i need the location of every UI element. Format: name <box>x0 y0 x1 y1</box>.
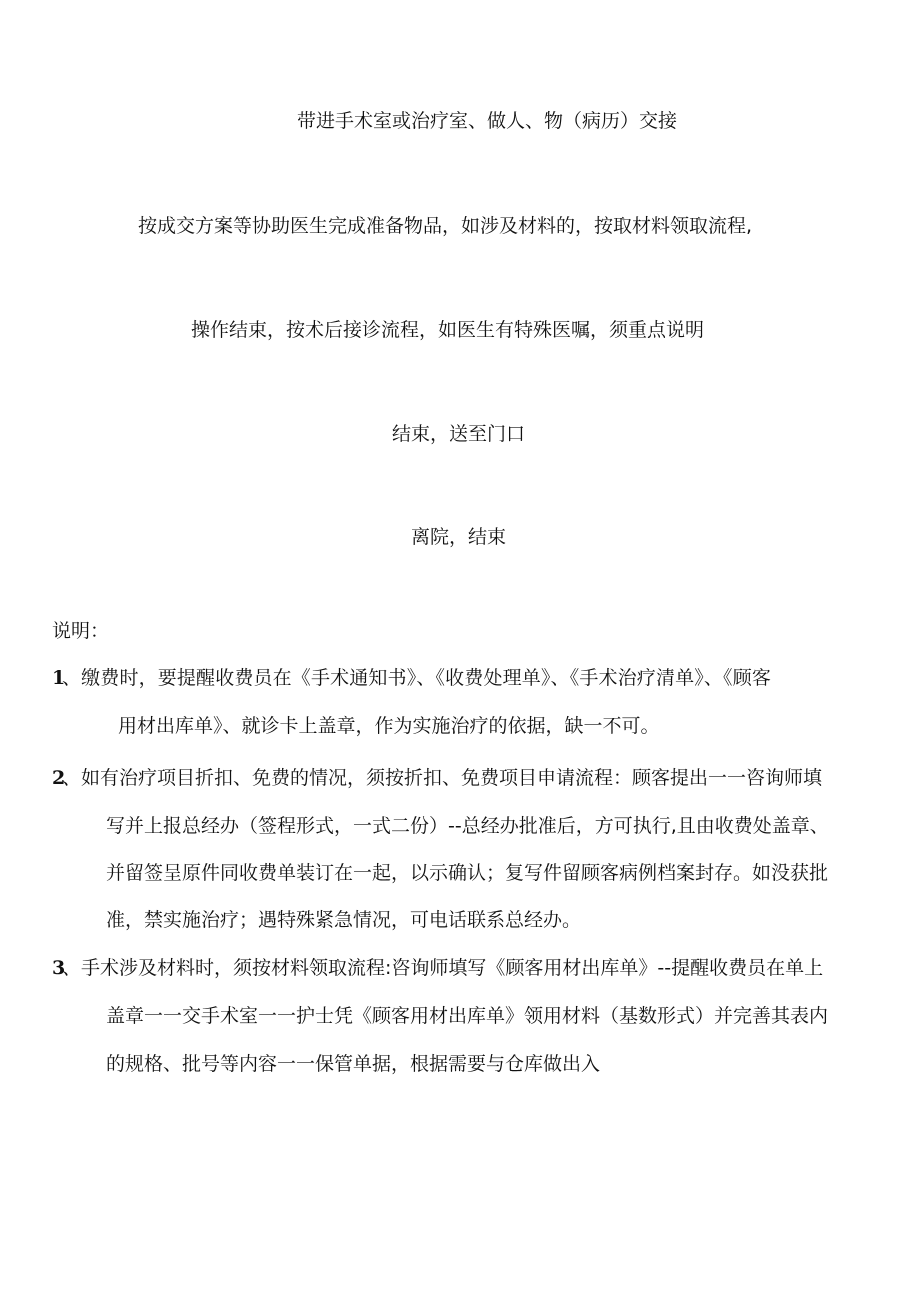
note-number: 3 <box>52 957 66 979</box>
flow-step-prepare: 按成交方案等协助医生完成准备物品，如涉及材料的，按取材料领取流程, <box>138 215 753 237</box>
note-line: 写并上报总经办（签程形式，一式二份）--总经办批准后，方可执行,且由收费处盖章、 <box>106 815 829 837</box>
note-line: 、如有治疗项目折扣、免费的情况，须按折扣、免费项目申请流程：顾客提出一一咨询师填 <box>62 767 823 789</box>
note-line: 用材出库单》、就诊卡上盖章，作为实施治疗的依据，缺一不可。 <box>118 715 660 737</box>
notes-title: 说明： <box>52 620 110 642</box>
note-line: 、缴费时，要提醒收费员在《手术通知书》、《收费处理单》、《手术治疗清单》、《顾客 <box>62 667 772 689</box>
flow-step-see-off: 结束，送至门口 <box>392 423 526 445</box>
flow-step-leave: 离院，结束 <box>411 526 507 548</box>
note-line: 并留签呈原件同收费单装订在一起，以示确认；复写件留顾客病例档案封存。如没获批 <box>106 862 829 884</box>
note-line: 准，禁实施治疗；遇特殊紧急情况，可电话联系总经办。 <box>106 909 582 931</box>
note-line: 的规格、批号等内容一一保管单据，根据需要与仓库做出入 <box>106 1053 601 1075</box>
flow-step-operation-end: 操作结束，按术后接诊流程，如医生有特殊医嘱，须重点说明 <box>191 319 705 341</box>
note-number: 2 <box>52 767 66 789</box>
note-line: 、手术涉及材料时，须按材料领取流程:咨询师填写《顾客用材出库单》--提醒收费员在单上 <box>62 957 824 979</box>
note-line: 盖章一一交手术室一一护士凭《顾客用材出库单》领用材料（基数形式）并完善其表内 <box>106 1005 829 1027</box>
flow-step-handover: 带进手术室或治疗室、做人、物（病历）交接 <box>297 110 678 132</box>
note-number: 1 <box>52 667 66 689</box>
